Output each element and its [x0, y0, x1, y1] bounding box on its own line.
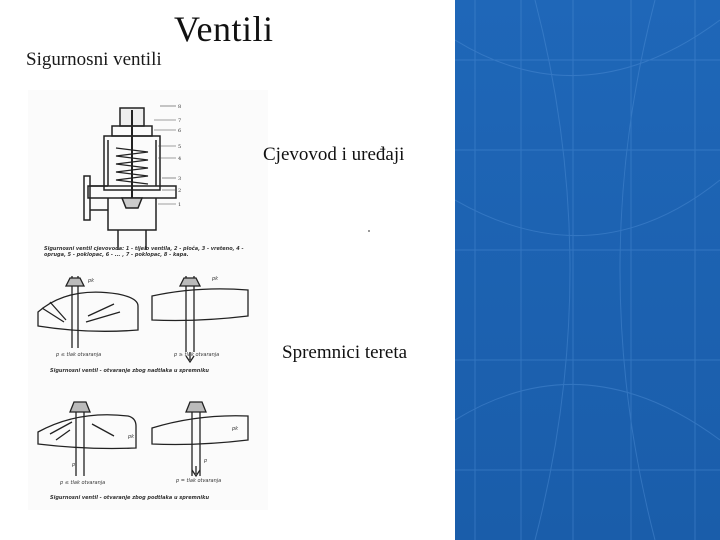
underpressure-diagram-right	[152, 402, 248, 476]
decorative-dot	[368, 230, 370, 232]
figure-caption-top: Sigurnosni ventil cjevovoda: 1 - tijelo ventila, 2 - ploča, 3 - vreteno, 4 - opruga, 5 - poklopac, 6 - ... , 7 - poklopac, 8 - kapa.	[44, 246, 244, 258]
scanned-figure	[28, 90, 268, 510]
decorative-blue-panel	[455, 0, 720, 540]
label-cargo-tanks: Spremnici tereta	[282, 342, 408, 363]
part-number: 6	[178, 128, 182, 134]
figure-caption-middle: Sigurnosni ventil - otvaranje zbog nadtlaka u spremniku	[50, 368, 209, 374]
pressure-label: pk	[128, 434, 135, 440]
part-number: 2	[178, 188, 182, 194]
slide-subtitle: Sigurnosni ventili	[26, 49, 162, 70]
part-number: 8	[178, 104, 182, 110]
part-number: 7	[178, 118, 182, 124]
slide-title: Ventili	[174, 9, 274, 49]
part-number: 5	[178, 144, 182, 150]
opening-pressure-label: p ≤ tlak otvaranja	[60, 480, 106, 486]
panel-grid-pattern	[455, 0, 720, 540]
overpressure-diagram-right	[152, 276, 248, 362]
pressure-label: p	[204, 458, 208, 464]
opening-pressure-label: p = tlak otvaranja	[176, 478, 222, 484]
figure-caption-bottom: Sigurnosni ventil - otvaranje zbog podtlaka u spremniku	[50, 495, 210, 501]
valve-drawings	[28, 90, 268, 510]
underpressure-diagram-left	[38, 402, 136, 476]
part-number: 1	[178, 202, 182, 208]
part-number: 4	[178, 156, 182, 162]
part-number: 3	[178, 176, 182, 182]
pressure-label: p	[72, 462, 76, 468]
label-pipeline-and-devices: Cjevovod i uređaji	[263, 144, 405, 165]
pressure-label: pk	[212, 276, 219, 282]
opening-pressure-label: p ≥ tlak otvaranja	[174, 352, 220, 358]
pressure-label: pk	[88, 278, 95, 284]
opening-pressure-label: p ≤ tlak otvaranja	[56, 352, 102, 358]
overpressure-diagram-left	[38, 276, 138, 348]
valve-cross-section	[84, 108, 176, 250]
pressure-label: pk	[232, 426, 239, 432]
